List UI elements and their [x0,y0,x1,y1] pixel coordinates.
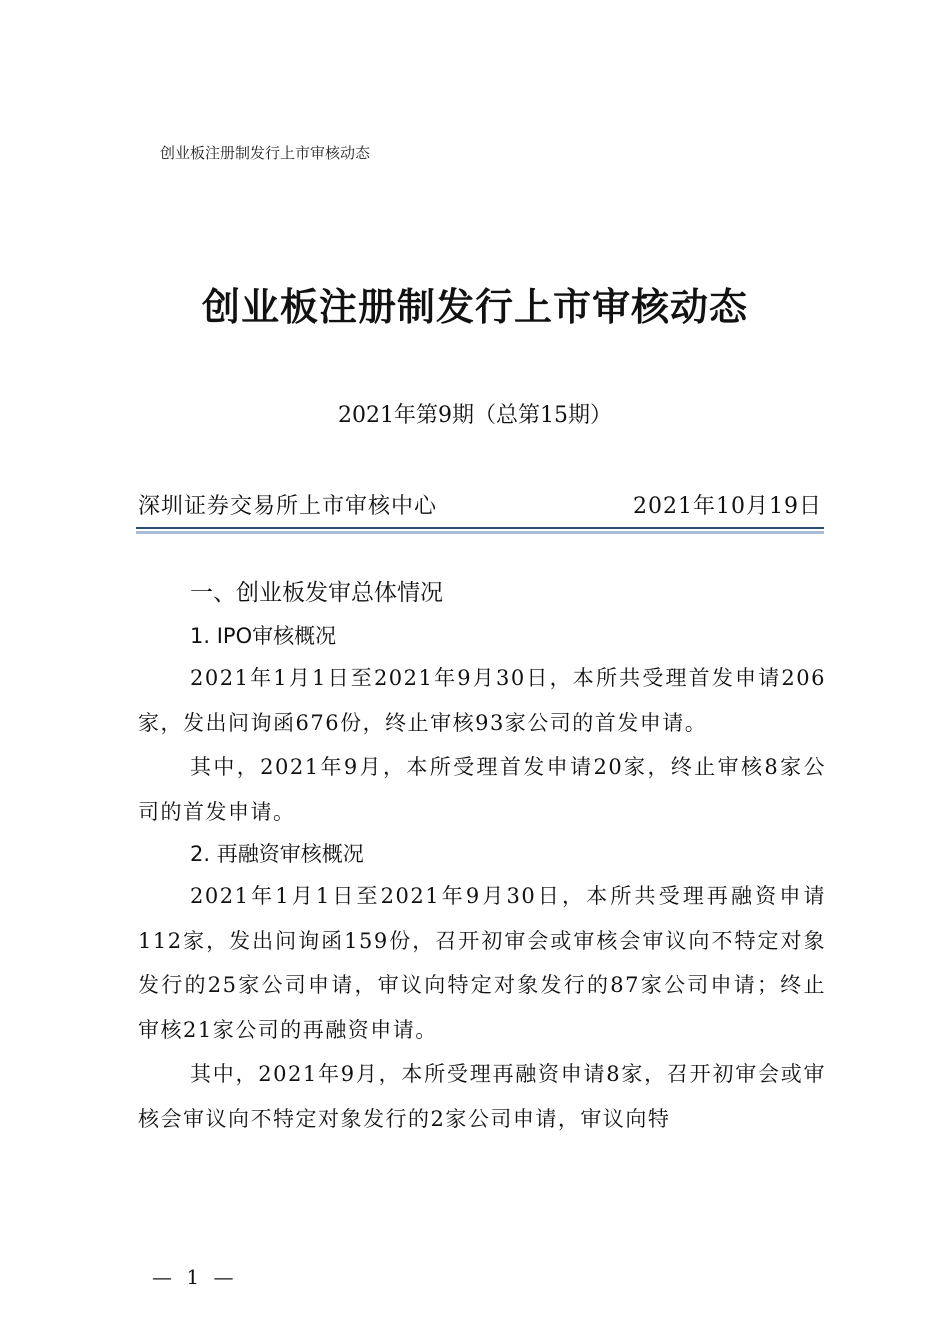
paragraph: 其中，2021年9月，本所受理再融资申请8家，召开初审会或审核会审议向不特定对象发行的2家公司申请，审议向特 [138,1062,826,1131]
separator-rule-shadow [136,531,824,534]
issue-number: 2021年第9期（总第15期） [338,403,612,428]
paragraph: 2021年1月1日至2021年9月30日，本所共受理首发申请206家，发出问询函676份，终止审核93家公司的首发申请。 [138,666,826,735]
paragraph: 2021年1月1日至2021年9月30日，本所共受理再融资申请112家，发出问询函159份，召开初审会或审核会审议向不特定对象发行的25家公司申请，审议向特定对象发行的87家公司申请；终止审核21家公司的再融资申请。 [138,884,826,1042]
document-body [138,570,826,1141]
issuer-line [138,488,822,520]
document-title: 创业板注册制发行上市审核动态 [201,285,748,329]
subsection-heading-refinancing: 2. 再融资审核概况 [190,842,364,866]
paragraph: 其中，2021年9月，本所受理首发申请20家，终止审核8家公司的首发申请。 [138,755,826,824]
issuer-name: 深圳证券交易所上市审核中心 [138,493,438,519]
subsection-heading-ipo: 1. IPO审核概况 [190,624,337,648]
separator-rule [136,527,824,529]
running-header: 创业板注册制发行上市审核动态 [160,144,371,162]
issue-date: 2021年10月19日 [633,493,822,519]
section-heading: 一、创业板发审总体情况 [190,580,443,606]
page-number: — 1 — [152,1265,238,1289]
